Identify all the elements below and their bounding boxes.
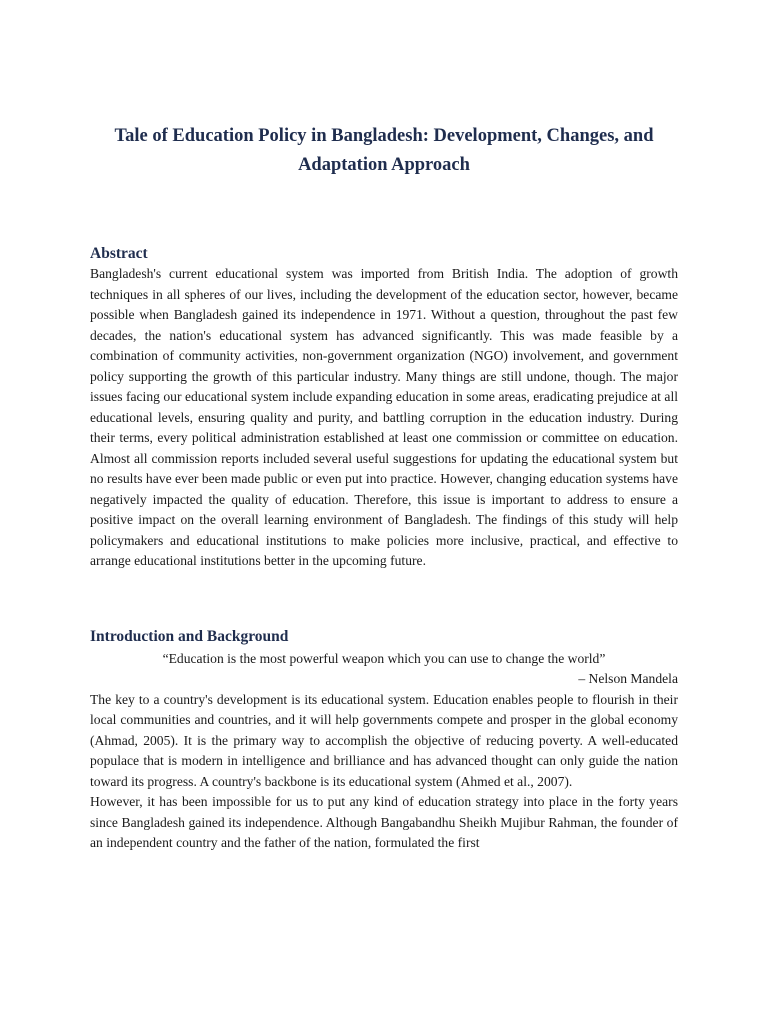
abstract-paragraph: Bangladesh's current educational system was imported from British India. The adoption of growth techniques in all spheres of our lives, including the development of the education sector, however, became possible when Bangladesh gained its independence in 1971. Without a question, throughout the past few decades, the nation's educational system has advanced significantly. This was made feasible by a combination of community activities, non-government organization (NGO) involvement, and government policy supporting the growth of this particular industry. Many things are still undone, though. The major issues facing our educational system include expanding education in some areas, eradicating prejudice at all educational levels, ensuring quality and purity, and battling corruption in the education industry. During their terms, every political administration established at least one commission or committee on education. Almost all commission reports included several useful suggestions for updating the educational system but no results have ever been made public or even put into practice. However, changing education systems have negatively impacted the quality of education. Therefore, this issue is important to address to ensure a positive impact on the overall learning environment of Bangladesh. The findings of this study will help policymakers and educational institutions to make policies more inclusive, practical, and effective to arrange educational institutions better in the upcoming future. [90,266,678,568]
document-title: Tale of Education Policy in Bangladesh: Development, Changes, and Adaptation Approach [114,126,654,175]
introduction-paragraph-1: The key to a country's development is its educational system. Education enables people to flourish in their local communities and countries, and it will help governments compete and prosper in the global economy (Ahmad, 2005). It is the primary way to accomplish the objective of reducing poverty. A well-educated populace that is modern in intelligence and brilliance and has advanced thought can only guide the nation toward its progress. A country's backbone is its educational system (Ahmed et al., 2007). [90,691,678,789]
document-page [90,122,678,854]
introduction-heading: Introduction and Background [90,627,289,645]
introduction-paragraph-2: However, it has been impossible for us to put any kind of education strategy into place in the forty years since Bangladesh gained its independence. Although Bangabandhu Sheikh Mujibur Rahman, the founder of an independent country and the father of the nation, formulated the first [90,794,678,850]
epigraph-attribution: – Nelson Mandela [578,671,678,686]
abstract-heading: Abstract [90,245,148,262]
epigraph-quote: “Education is the most powerful weapon which you can use to change the world” [162,650,606,666]
